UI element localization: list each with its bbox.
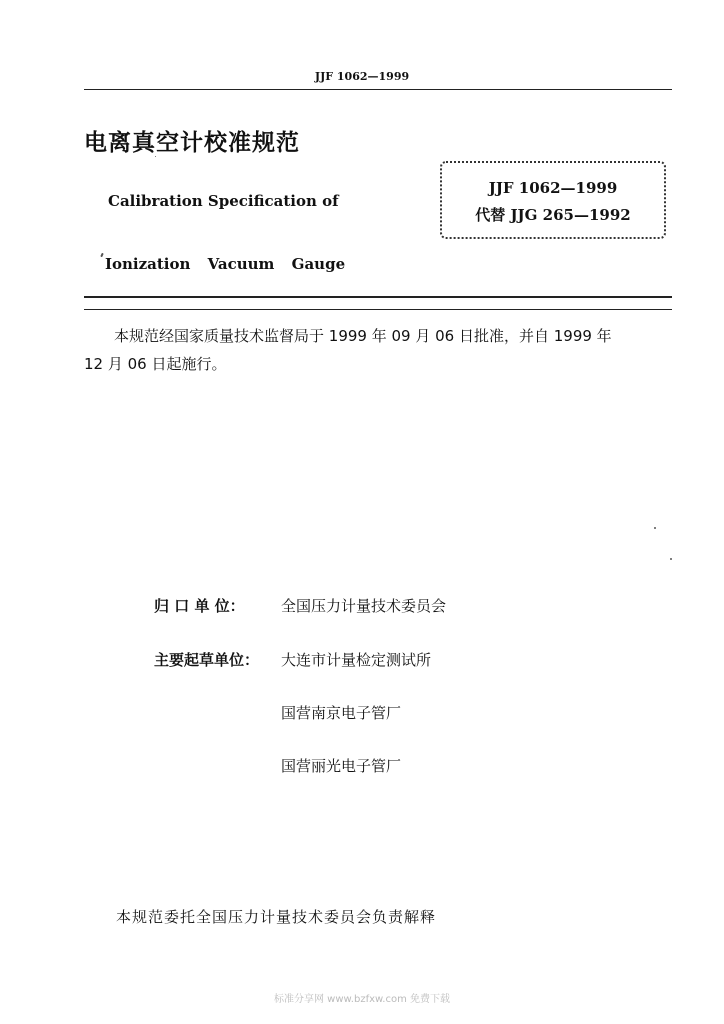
standard-code-header: JJF 1062—1999	[314, 70, 410, 83]
drafting-unit-label: 主要起草单位：	[154, 651, 260, 669]
standard-number-box	[440, 161, 666, 239]
title-english-line1: Calibration Specification of	[108, 192, 339, 210]
responsible-unit-label: 归 口 单 位：	[154, 597, 245, 615]
scan-speck	[670, 558, 672, 560]
responsible-unit-value: 全国压力计量技术委员会	[281, 597, 447, 615]
approval-line1: 本规范经国家质量技术监督局于 1999 年 09 月 06 日批准，并自 1999 年	[114, 327, 612, 345]
drafting-unit-2: 国营南京电子管厂	[281, 704, 402, 722]
drafting-unit-1: 大连市计量检定测试所	[281, 651, 432, 669]
replaces-standard: 代替 JJG 265—1992	[475, 206, 631, 224]
title-rule-top	[84, 296, 672, 298]
approval-line2: 12 月 06 日起施行。	[84, 355, 227, 373]
scan-speck	[654, 527, 656, 529]
title-chinese: 电离真空计校准规范	[84, 130, 300, 156]
scan-speck	[155, 156, 156, 157]
drafting-unit-3: 国营丽光电子管厂	[281, 757, 402, 775]
header-rule	[84, 89, 672, 90]
title-rule-bottom	[84, 309, 672, 310]
scan-speck	[100, 253, 104, 257]
approval-paragraph	[84, 322, 674, 378]
title-english-line2: Ionization Vacuum Gauge	[105, 255, 346, 273]
watermark-footer: 标准分享网 www.bzfxw.com 免费下载	[274, 994, 450, 1005]
standard-number: JJF 1062—1999	[488, 179, 618, 197]
interpretation-statement: 本规范委托全国压力计量技术委员会负责解释	[116, 908, 437, 926]
